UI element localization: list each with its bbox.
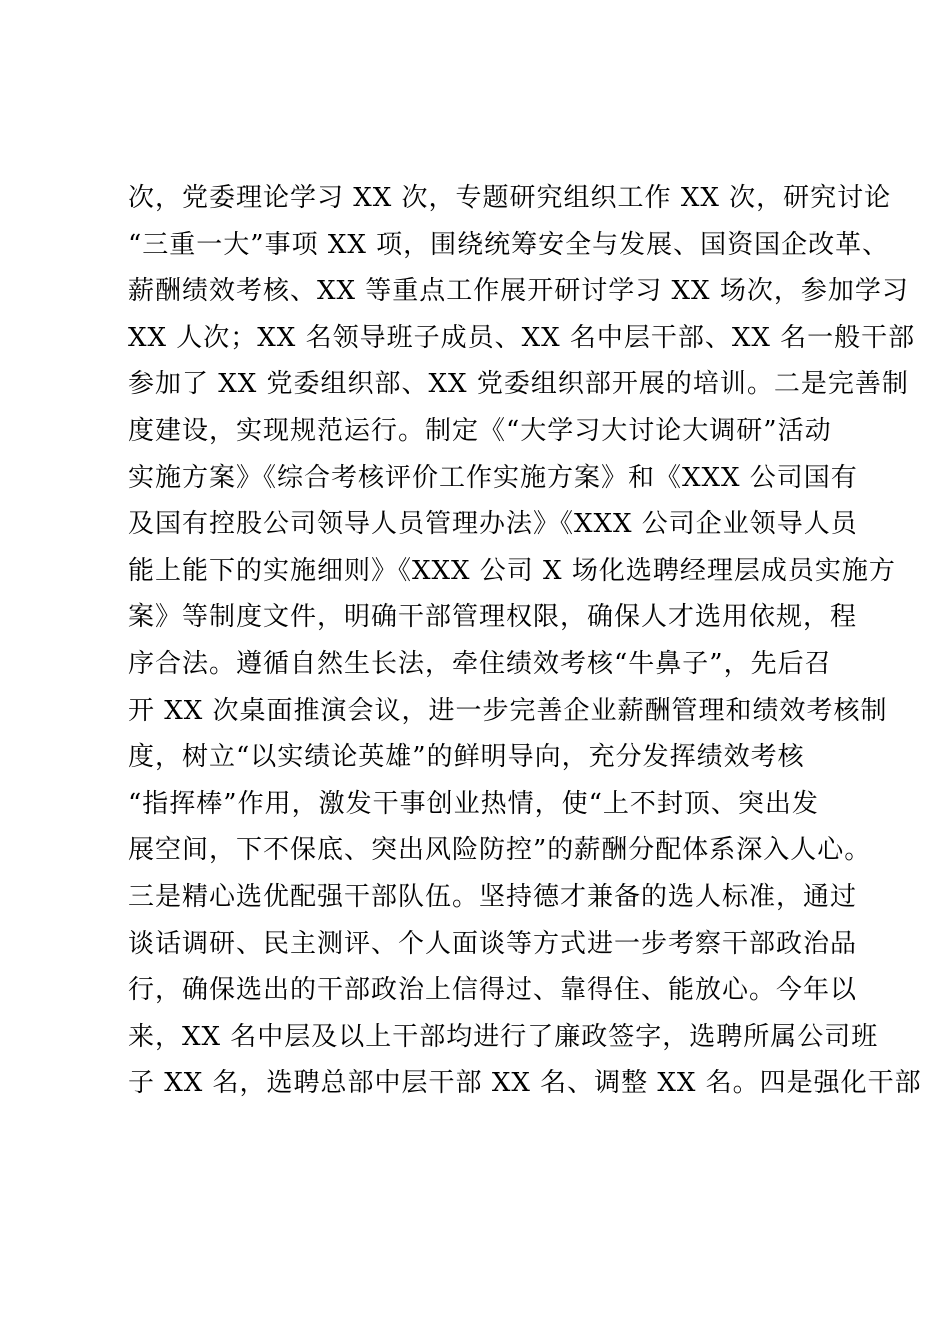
text-line: 三是精心选优配强干部队伍。坚持德才兼备的选人标准，通过 bbox=[128, 881, 858, 912]
text-line: 来，XX 名中层及以上干部均进行了廉政签字，选聘所属公司班 bbox=[128, 1021, 879, 1052]
text-line: 能上能下的实施细则》《XXX 公司 X 场化选聘经理层成员实施方 bbox=[128, 555, 896, 586]
text-line: 展空间，下不保底、突出风险防控”的薪酬分配体系深入人心。 bbox=[128, 835, 872, 866]
text-line: 及国有控股公司领导人员管理办法》《XXX 公司企业领导人员 bbox=[128, 509, 858, 540]
text-line: 度建设，实现规范运行。制定《“大学习大讨论大调研”活动 bbox=[128, 415, 832, 446]
text-line: XX 人次；XX 名领导班子成员、XX 名中层干部、XX 名一般干部 bbox=[128, 322, 916, 353]
text-line: 谈话调研、民主测评、个人面谈等方式进一步考察干部政治品 bbox=[128, 928, 858, 959]
text-line: “指挥棒”作用，激发干事创业热情，使“上不封顶、突出发 bbox=[128, 788, 819, 819]
text-line: 案》等制度文件，明确干部管理权限，确保人才选用依规，程 bbox=[128, 602, 858, 633]
text-line: 参加了 XX 党委组织部、XX 党委组织部开展的培训。二是完善制 bbox=[128, 369, 909, 400]
text-line: 行，确保选出的干部政治上信得过、靠得住、能放心。今年以 bbox=[128, 975, 858, 1006]
text-line: 开 XX 次桌面推演会议，进一步完善企业薪酬管理和绩效考核制 bbox=[128, 695, 888, 726]
text-line: 实施方案》《综合考核评价工作实施方案》和《XXX 公司国有 bbox=[128, 462, 858, 493]
text-line: “三重一大”事项 XX 项，围绕统筹安全与发展、国资国企改革、 bbox=[128, 229, 890, 260]
text-line: 子 XX 名，选聘总部中层干部 XX 名、调整 XX 名。四是强化干部 bbox=[128, 1068, 922, 1099]
text-line: 次，党委理论学习 XX 次，专题研究组织工作 XX 次，研究讨论 bbox=[128, 183, 892, 213]
text-line: 度，树立“以实绩论英雄”的鲜明导向，充分发挥绩效考核 bbox=[128, 742, 805, 773]
body-text bbox=[128, 178, 922, 1110]
text-line: 序合法。遵循自然生长法，牵住绩效考核“牛鼻子”，先后召 bbox=[128, 648, 832, 679]
text-line: 薪酬绩效考核、XX 等重点工作展开研讨学习 XX 场次，参加学习 bbox=[128, 276, 909, 307]
